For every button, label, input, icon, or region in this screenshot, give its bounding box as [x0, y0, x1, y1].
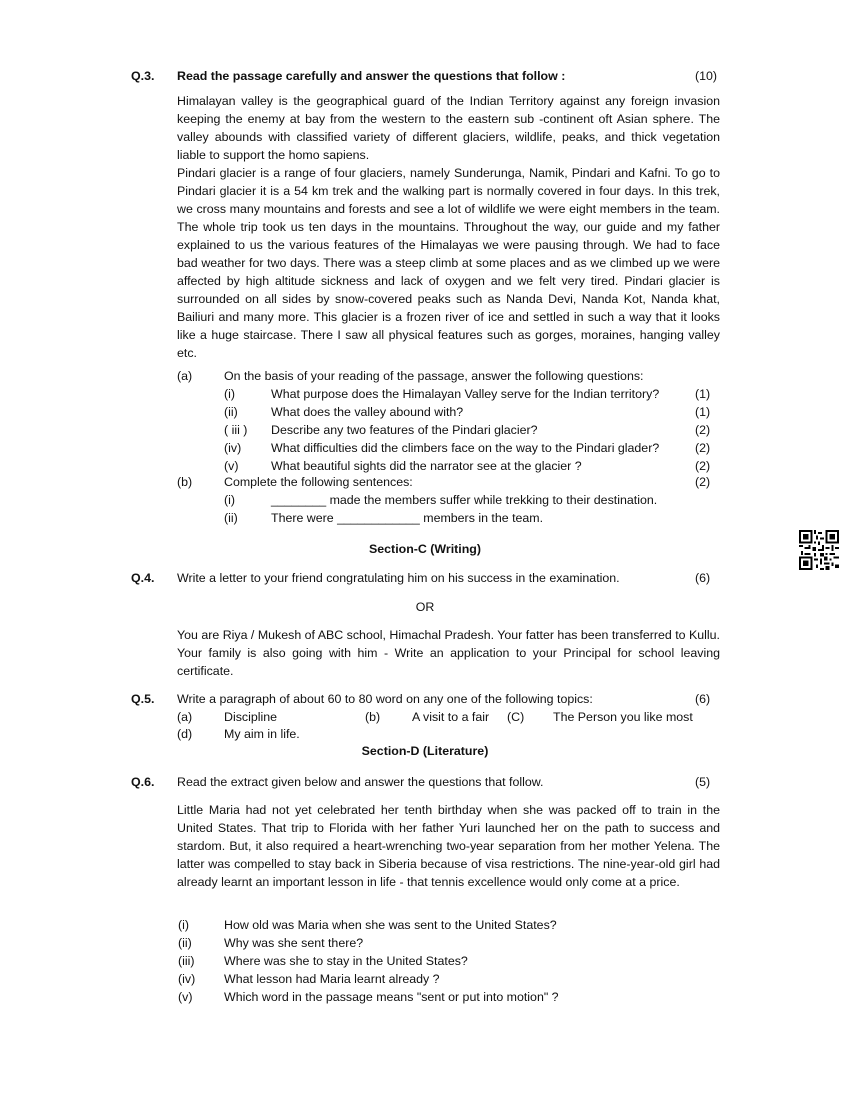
- option-text: Discipline: [224, 710, 278, 724]
- sub-question-number: (i): [224, 387, 236, 401]
- question-text: Write a letter to your friend congratulating him on his success in the examination.: [177, 571, 620, 585]
- sub-question-text: Which word in the passage means "sent or put into motion" ?: [224, 990, 559, 1004]
- sub-question-number: (v): [224, 459, 239, 473]
- question-marks: (6): [695, 692, 711, 706]
- sub-label: (a): [177, 369, 193, 383]
- question-marks: (2): [695, 441, 711, 455]
- question-marks: (1): [695, 387, 711, 401]
- sub-question-text: What lesson had Maria learnt already ?: [224, 972, 440, 986]
- passage-paragraph: Himalayan valley is the geographical guard of the Indian Territory against any foreign invasion keeping the enemy at bay from the western to the eastern sub -continent oft Asian sphere. The valley abounds with classified variety of different glaciers, wildlife, peaks, and thick vegetation liable to support the homo sapiens.: [177, 94, 720, 162]
- sub-question-number: (i): [178, 918, 190, 932]
- question-text: Read the extract given below and answer the questions that follow.: [177, 775, 544, 789]
- sub-question-number: (ii): [224, 511, 238, 525]
- option-text: The Person you like most: [553, 710, 693, 724]
- sub-question-text: There were ____________ members in the team.: [271, 511, 544, 525]
- passage-paragraph: Little Maria had not yet celebrated her tenth birthday when she was packed off to train in the United States. That trip to Florida with her father Yuri launched her on the path to success and stardom. But, it also required a heart-wrenching two-year separation from her mother Yelena. The latter was compelled to stay back in Siberia because of visa restrictions. The nine-year-old girl had already learnt an important lesson in life - that tennis excellence would only come at a price.: [177, 803, 720, 889]
- question-marks: (6): [695, 571, 711, 585]
- passage-paragraph: Pindari glacier is a range of four glaciers, namely Sunderunga, Namik, Pindari and Kafni. To go to Pindari glacier it is a 54 km trek and the walking part is normally covered in four days. In this trek, we cross many mountains and forests and see a lot of wildlife we were eight members in the team. The whole trip took us ten days in the mountains. Throughout the way, our guide and my father explained to us the various features of the Himalayas we were pausing through. We had to face bad weather for two days. There was a steep climb at some places and as we climbed up we were affected by high altitude sickness and lack of oxygen and we felt very tired. Pindari glacier is surrounded on all sides by snow-covered peaks such as Nanda Devi, Nanda Kot, Nanda khat, Bailiuri and many more. This glacier is a frozen river of ice and settled in such a way that it looks like a huge staircase. There I saw all physical features such as gorges, moraines, hanging valley etc.: [177, 166, 720, 360]
- option-text: A visit to a fair: [412, 710, 490, 724]
- question-marks: (10): [695, 69, 718, 83]
- question-text: You are Riya / Mukesh of ABC school, Himachal Pradesh. Your fatter has been transferred to Kullu. Your family is also going with him - Write an application to your Principal for school leaving certificate.: [177, 628, 720, 678]
- sub-question-text: On the basis of your reading of the passage, answer the following questions:: [224, 369, 644, 383]
- question-instruction: Read the passage carefully and answer the questions that follow :: [177, 69, 566, 83]
- qr-code: [799, 530, 839, 570]
- sub-question-number: (iii): [178, 954, 195, 968]
- question-marks: (1): [695, 405, 711, 419]
- sub-question-number: ( iii ): [224, 423, 248, 437]
- sub-question-number: (i): [224, 493, 236, 507]
- sub-question-text: What beautiful sights did the narrator see at the glacier ?: [271, 459, 582, 473]
- or-separator: OR: [415, 600, 435, 614]
- option-label: (a): [177, 710, 193, 724]
- sub-question-number: (ii): [178, 936, 192, 950]
- sub-question-number: (v): [178, 990, 193, 1004]
- section-heading: Section-C (Writing): [369, 542, 481, 556]
- question-marks: (2): [695, 423, 711, 437]
- question-text: Write a paragraph of about 60 to 80 word on any one of the following topics:: [177, 692, 593, 706]
- option-label: (b): [365, 710, 381, 724]
- sub-question-text: Why was she sent there?: [224, 936, 364, 950]
- section-heading: Section-D (Literature): [361, 744, 489, 758]
- sub-question-text: What difficulties did the climbers face on the way to the Pindari glader?: [271, 441, 660, 455]
- sub-question-text: Describe any two features of the Pindari glacier?: [271, 423, 538, 437]
- sub-question-text: How old was Maria when she was sent to the United States?: [224, 918, 557, 932]
- sub-label: (b): [177, 475, 193, 489]
- question-number: Q.6.: [131, 775, 155, 789]
- sub-question-text: ________ made the members suffer while trekking to their destination.: [271, 493, 658, 507]
- question-marks: (5): [695, 775, 711, 789]
- sub-question-text: What purpose does the Himalayan Valley serve for the Indian territory?: [271, 387, 660, 401]
- question-number: Q.5.: [131, 692, 155, 706]
- option-text: My aim in life.: [224, 727, 300, 741]
- sub-question-text: Complete the following sentences:: [224, 475, 413, 489]
- question-number: Q.4.: [131, 571, 155, 585]
- question-marks: (2): [695, 475, 711, 489]
- option-label: (d): [177, 727, 193, 741]
- question-number: Q.3.: [131, 69, 155, 83]
- sub-question-number: (iv): [224, 441, 242, 455]
- question-marks: (2): [695, 459, 711, 473]
- sub-question-text: Where was she to stay in the United States?: [224, 954, 468, 968]
- sub-question-number: (ii): [224, 405, 238, 419]
- sub-question-text: What does the valley abound with?: [271, 405, 464, 419]
- sub-question-number: (iv): [178, 972, 196, 986]
- option-label: (C): [507, 710, 525, 724]
